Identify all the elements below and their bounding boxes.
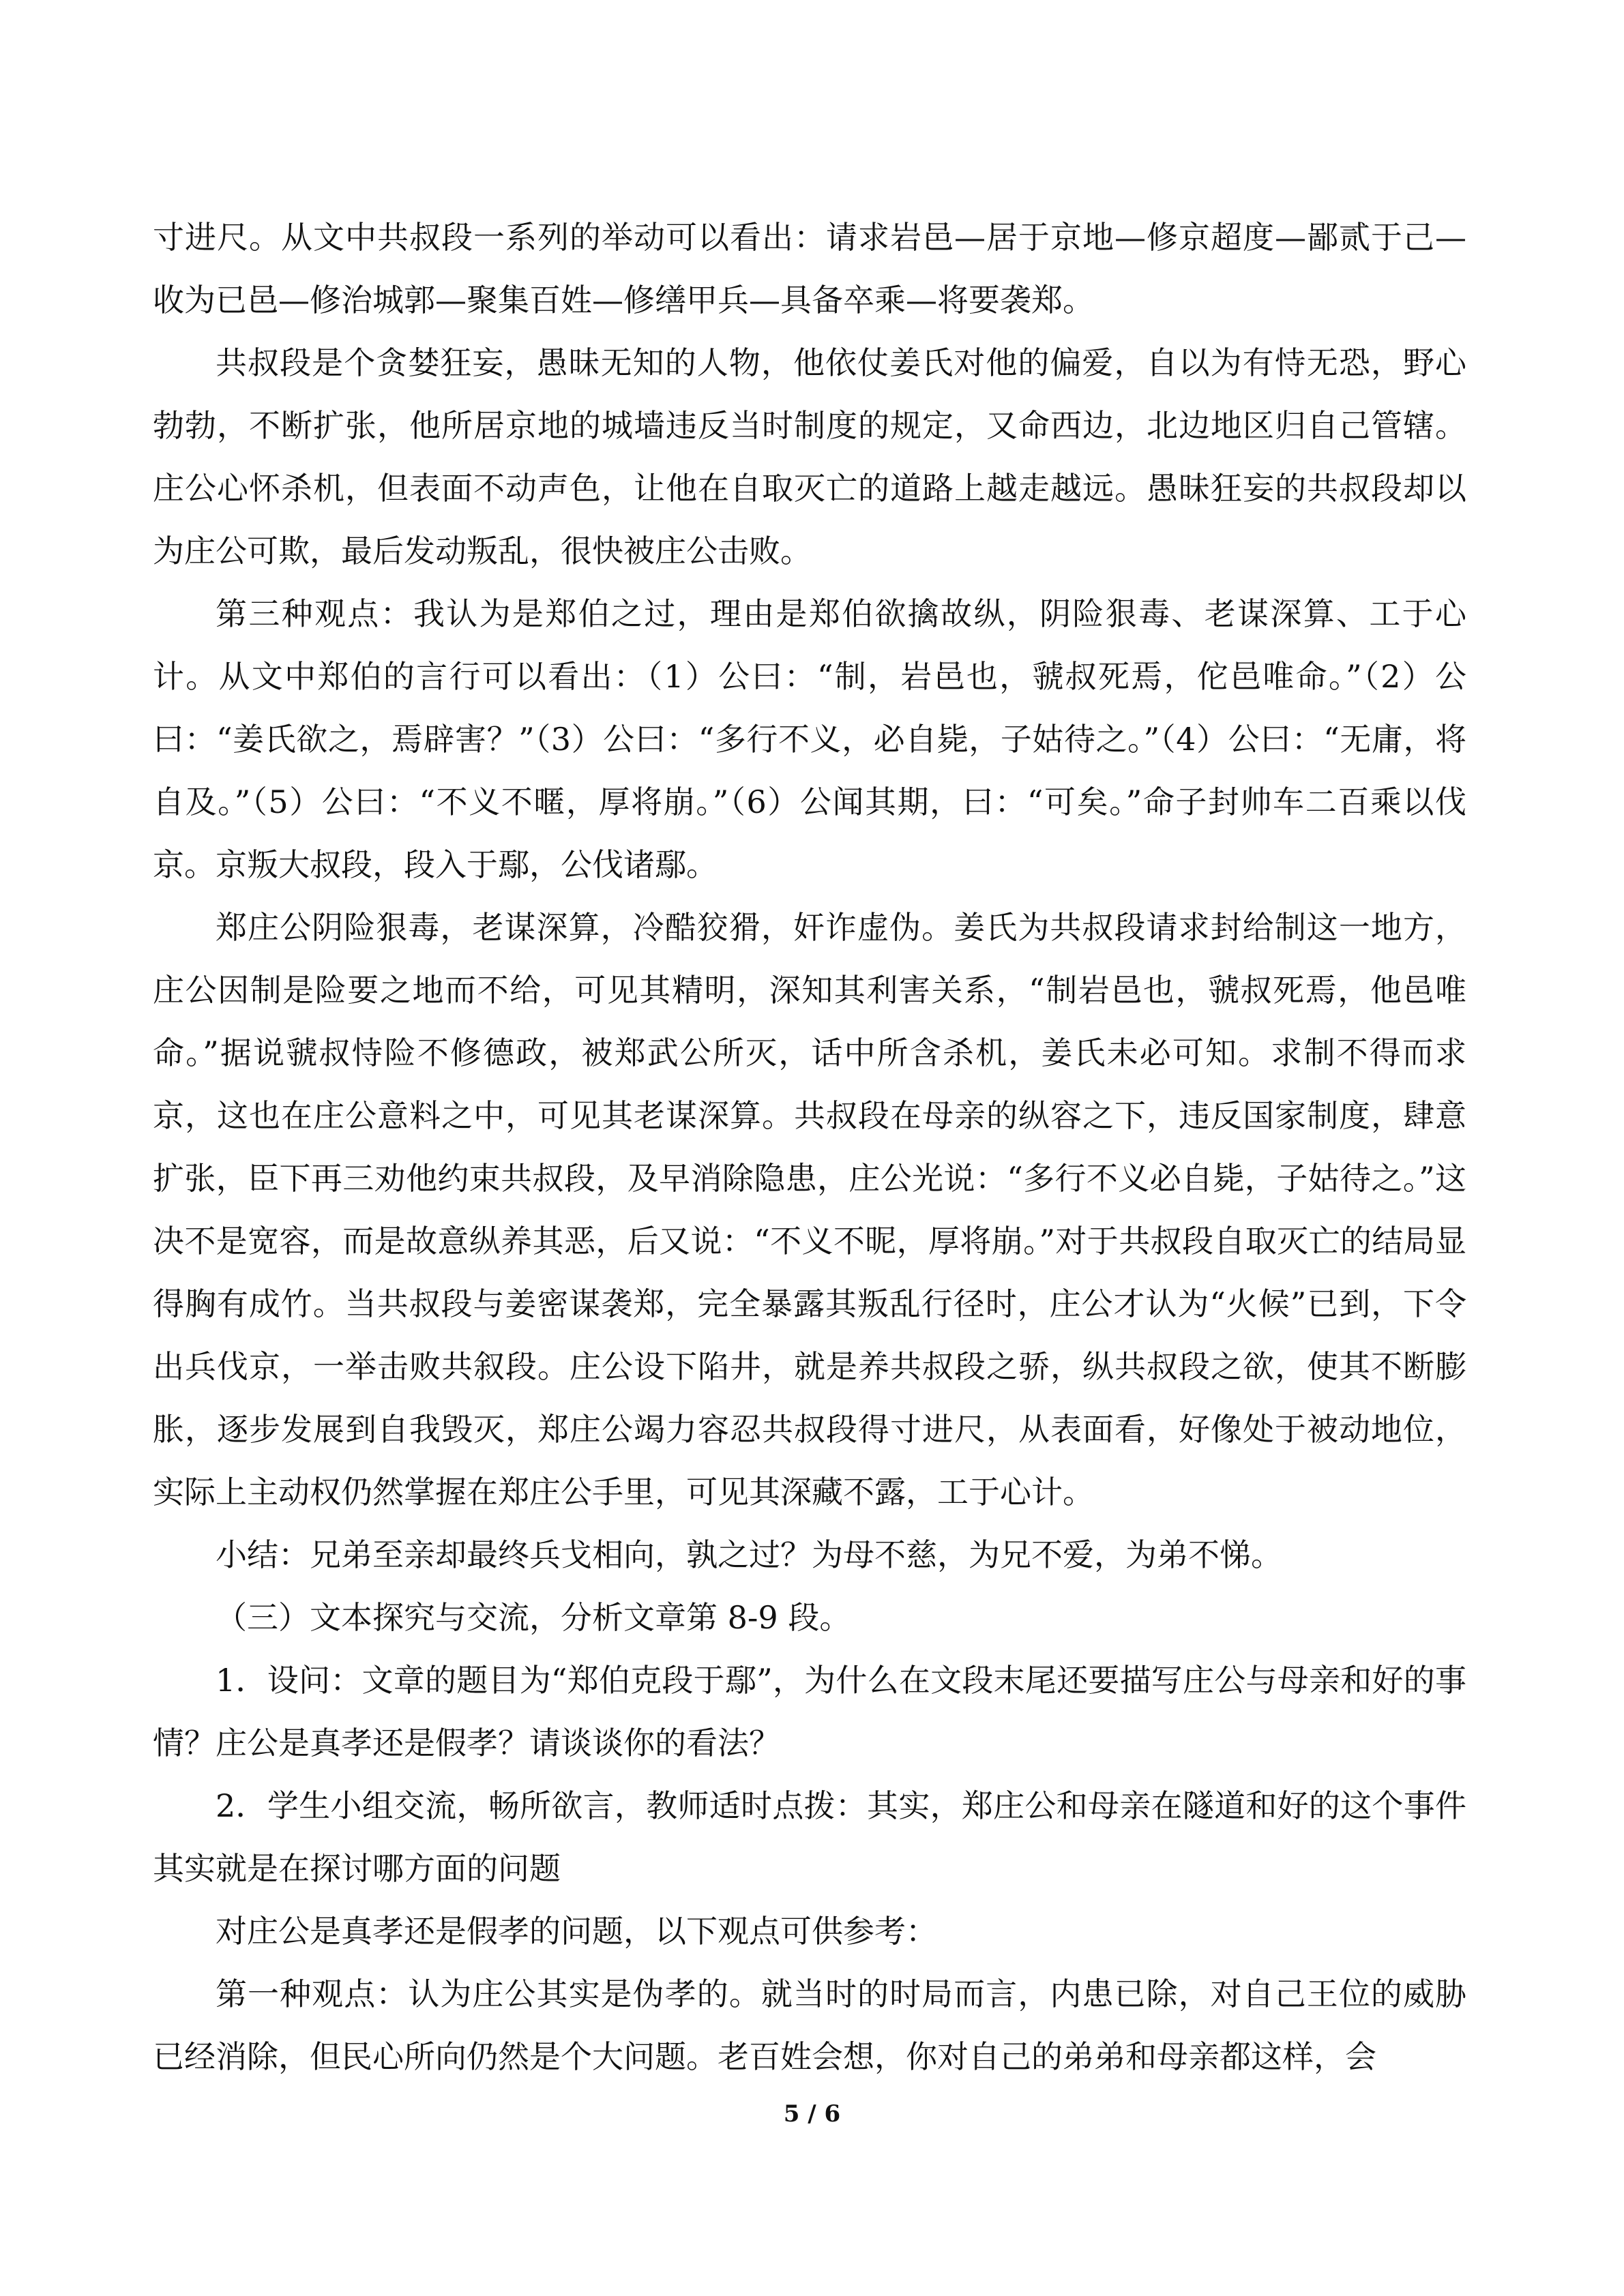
paragraph: 小结：兄弟至亲却最终兵戈相向，孰之过？为母不慈，为兄不爱，为弟不悌。 (216, 1536, 1282, 1573)
numbered-item: 1．设问：文章的题目为“郑伯克段于鄢”，为什么在文段末尾还要描写庄公与母亲和好的事情？庄公是真孝还是假孝？请谈谈你的看法？ (153, 1662, 1466, 1761)
paragraph: 共叔段是个贪婪狂妄，愚昧无知的人物，他依仗姜氏对他的偏爱，自以为有恃无恐，野心勃勃，不断扩张，他所居京地的城墙违反当时制度的规定，又命西边，北边地区归自己管辖。庄公心怀杀机，但表面不动声色，让他在自取灭亡的道路上越走越远。愚昧狂妄的共叔段却以为庄公可欺，最后发动叛乱，很快被庄公击败。 (153, 344, 1466, 569)
document-body (153, 206, 1466, 2088)
paragraph: 第一种观点：认为庄公其实是伪孝的。就当时的时局而言，内患已除，对自己王位的威胁已经消除，但民心所向仍然是个大问题。老百姓会想，你对自己的弟弟和母亲都这样，会 (153, 1976, 1466, 2075)
section-heading: （三）文本探究与交流，分析文章第 8-9 段。 (216, 1599, 851, 1636)
page-number: 5 / 6 (783, 2100, 841, 2128)
paragraph: 第三种观点：我认为是郑伯之过，理由是郑伯欲擒故纵，阴险狠毒、老谋深算、工于心计。从文中郑伯的言行可以看出：（1）公曰：“制，岩邑也，虢叔死焉，佗邑唯命。”（2）公曰：“姜氏欲之，焉辟害？”（3）公曰：“多行不义，必自毙，子姑待之。”（4）公曰：“无庸，将自及。”（5）公曰：“不义不暱，厚将崩。”（6）公闻其期，曰：“可矣。”命子封帅车二百乘以伐京。京叛大叔段，段入于鄢，公伐诸鄢。 (153, 595, 1466, 883)
paragraph: 郑庄公阴险狠毒，老谋深算，冷酷狡猾，奸诈虚伪。姜氏为共叔段请求封给制这一地方，庄公因制是险要之地而不给，可见其精明，深知其利害关系，“制岩邑也，虢叔死焉，他邑唯命。”据说虢叔恃险不修德政，被郑武公所灭，话中所含杀机，姜氏未必可知。求制不得而求京，这也在庄公意料之中，可见其老谋深算。共叔段在母亲的纵容之下，违反国家制度，肆意扩张，臣下再三劝他约束共叔段，及早消除隐患，庄公光说：“多行不义必自毙，子姑待之。”这决不是宽容，而是故意纵养其恶，后又说：“不义不昵，厚将崩。”对于共叔段自取灭亡的结局显得胸有成竹。当共叔段与姜密谋袭郑，完全暴露其叛乱行径时，庄公才认为“火候”已到，下令出兵伐京，一举击败共叙段。庄公设下陷井，就是养共叔段之骄，纵共叔段之欲，使其不断膨胀，逐步发展到自我毁灭，郑庄公竭力容忍共叔段得寸进尺，从表面看，好像处于被动地位，实际上主动权仍然掌握在郑庄公手里，可见其深藏不露，工于心计。 (153, 909, 1466, 1510)
numbered-item: 2．学生小组交流，畅所欲言，教师适时点拨：其实，郑庄公和母亲在隧道和好的这个事件其实就是在探讨哪方面的问题 (153, 1787, 1466, 1887)
paragraph: 对庄公是真孝还是假孝的问题，以下观点可供参考： (216, 1913, 937, 1950)
paragraph: 寸进尺。从文中共叔段一系列的举动可以看出：请求岩邑—居于京地—修京超度—鄙贰于己—收为已邑—修治城郭—聚集百姓—修缮甲兵—具备卒乘—将要袭郑。 (153, 219, 1466, 318)
